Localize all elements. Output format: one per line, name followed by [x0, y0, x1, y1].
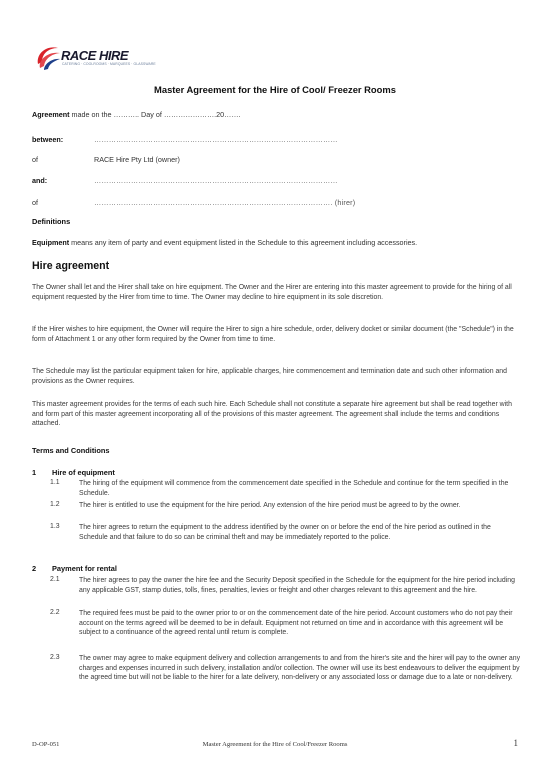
document-title: Master Agreement for the Hire of Cool/ Freezer Rooms: [154, 84, 396, 95]
owner-name: RACE Hire Pty Ltd (owner): [94, 155, 180, 164]
clause-text: The hiring of the equipment will commence from the commencement date specified in the Schedule and continue for the term specified in the Schedule.: [79, 480, 509, 497]
between-label: between:: [32, 135, 64, 144]
and-blank: ………………………………………………………………………………………: [94, 176, 338, 185]
definitions-heading: Definitions: [32, 217, 71, 226]
section-number: 1: [32, 468, 37, 477]
hire-agreement-paragraph: If the Hirer wishes to hire equipment, the Owner will require the Hirer to sign a hire schedule, order, delivery docket or similar document (the "Schedule") in the form of Attachment 1 or any other form required by the Owner from time to time.: [32, 326, 514, 343]
between-blank: ………………………………………………………………………………………: [94, 135, 338, 144]
hire-agreement-heading: Hire agreement: [32, 260, 110, 272]
clause-number: 1.1: [50, 479, 60, 486]
terms-heading: Terms and Conditions: [32, 446, 110, 455]
clause-text: The owner may agree to make equipment delivery and collection arrangements to and from the hirer's site and the hirer will pay to the owner any charges and expenses incurred in such delivery, installation and/or collection. The owner will use its best endeavours to deliver the equipment by the agreed time but will not be liable to the hirer for a late delivery, non-delivery or any associated loss or damage due to a late or non-delivery.: [79, 655, 521, 682]
of-label-owner: of: [32, 155, 38, 164]
clause-text: The hirer is entitled to use the equipment for the hire period. Any extension of the hire period must be agreed to by the owner.: [79, 502, 461, 509]
logo-wordmark: RACE HIRE: [61, 48, 129, 63]
footer-page-number: 1: [513, 738, 518, 748]
agreement-label: Agreement: [32, 110, 70, 119]
hire-agreement-paragraph: The Owner shall let and the Hirer shall take on hire equipment. The Owner and the Hirer are entering into this master agreement to provide for the hiring of all equipment requested by the Hirer from time to time. The Owner may decline to hire equipment in its sole discretion.: [32, 284, 512, 301]
of-label-hirer: of: [32, 198, 38, 207]
logo-tagline: CATERING · COOLROOMS · MARQUEES · GLASSWARE: [62, 62, 156, 66]
footer-doc-code: D-OP-051: [32, 741, 60, 748]
clause-number: 2.2: [50, 609, 60, 616]
and-line: [32, 176, 512, 185]
and-label: and:: [32, 176, 48, 185]
equipment-definition: [32, 238, 417, 247]
clause-number: 1.2: [50, 501, 60, 508]
clause-number: 2.1: [50, 576, 60, 583]
section-title: Hire of equipment: [52, 468, 115, 477]
hire-agreement-paragraph: This master agreement provides for the terms of each such hire. Each Schedule shall not constitute a separate hire agreement but shall be read together with and form part of this master agreement incorporating all of the provisions of this master agreement. The agreement shall include the terms and conditions attached.: [32, 401, 512, 428]
clause-text: The required fees must be paid to the owner prior to or on the commencement date of the hire period. Account customers who do not pay their account on the terms agreed will be deemed to be in default. Equipment not returned on time and in accordance with this agreement will be subject to a continuance of the agreed rental until return is complete.: [79, 610, 513, 637]
clause-number: 2.3: [50, 654, 60, 661]
hirer-line: [32, 198, 512, 207]
section-title: Payment for rental: [52, 564, 117, 573]
agreement-date-text: made on the ……….. Day of ………………….20…….: [69, 110, 241, 119]
agreement-date-line: [32, 110, 241, 119]
equipment-term: Equipment: [32, 238, 70, 247]
footer-doc-title: Master Agreement for the Hire of Cool/Freezer Rooms: [202, 741, 348, 748]
section-number: 2: [32, 564, 37, 573]
between-line: [32, 135, 512, 144]
clause-number: 1.3: [50, 523, 60, 530]
hire-agreement-paragraph: The Schedule may list the particular equipment taken for hire, applicable charges, hire commencement and termination date and such other information and provisions as the Owner requires.: [32, 368, 507, 385]
clause-text: The hirer agrees to pay the owner the hire fee and the Security Deposit specified in the Schedule for the equipment for the hire period including any applicable GST, stamp duties, tolls, fines, penalties, levies or freight and other charges relevant to this agreement and the hire.: [79, 577, 515, 594]
equipment-definition-text: means any item of party and event equipment listed in the Schedule to this agreement including accessories.: [69, 238, 418, 247]
hirer-blank: ……………………………………………………………………………………. (hirer): [94, 198, 356, 207]
clause-text: The hirer agrees to return the equipment to the address identified by the owner on or before the end of the hire period as outlined in the Schedule and that failure to do so can be criminal theft and may be immediately reported to the police.: [79, 524, 491, 541]
race-hire-logo: [34, 42, 156, 74]
owner-line: [32, 155, 512, 164]
